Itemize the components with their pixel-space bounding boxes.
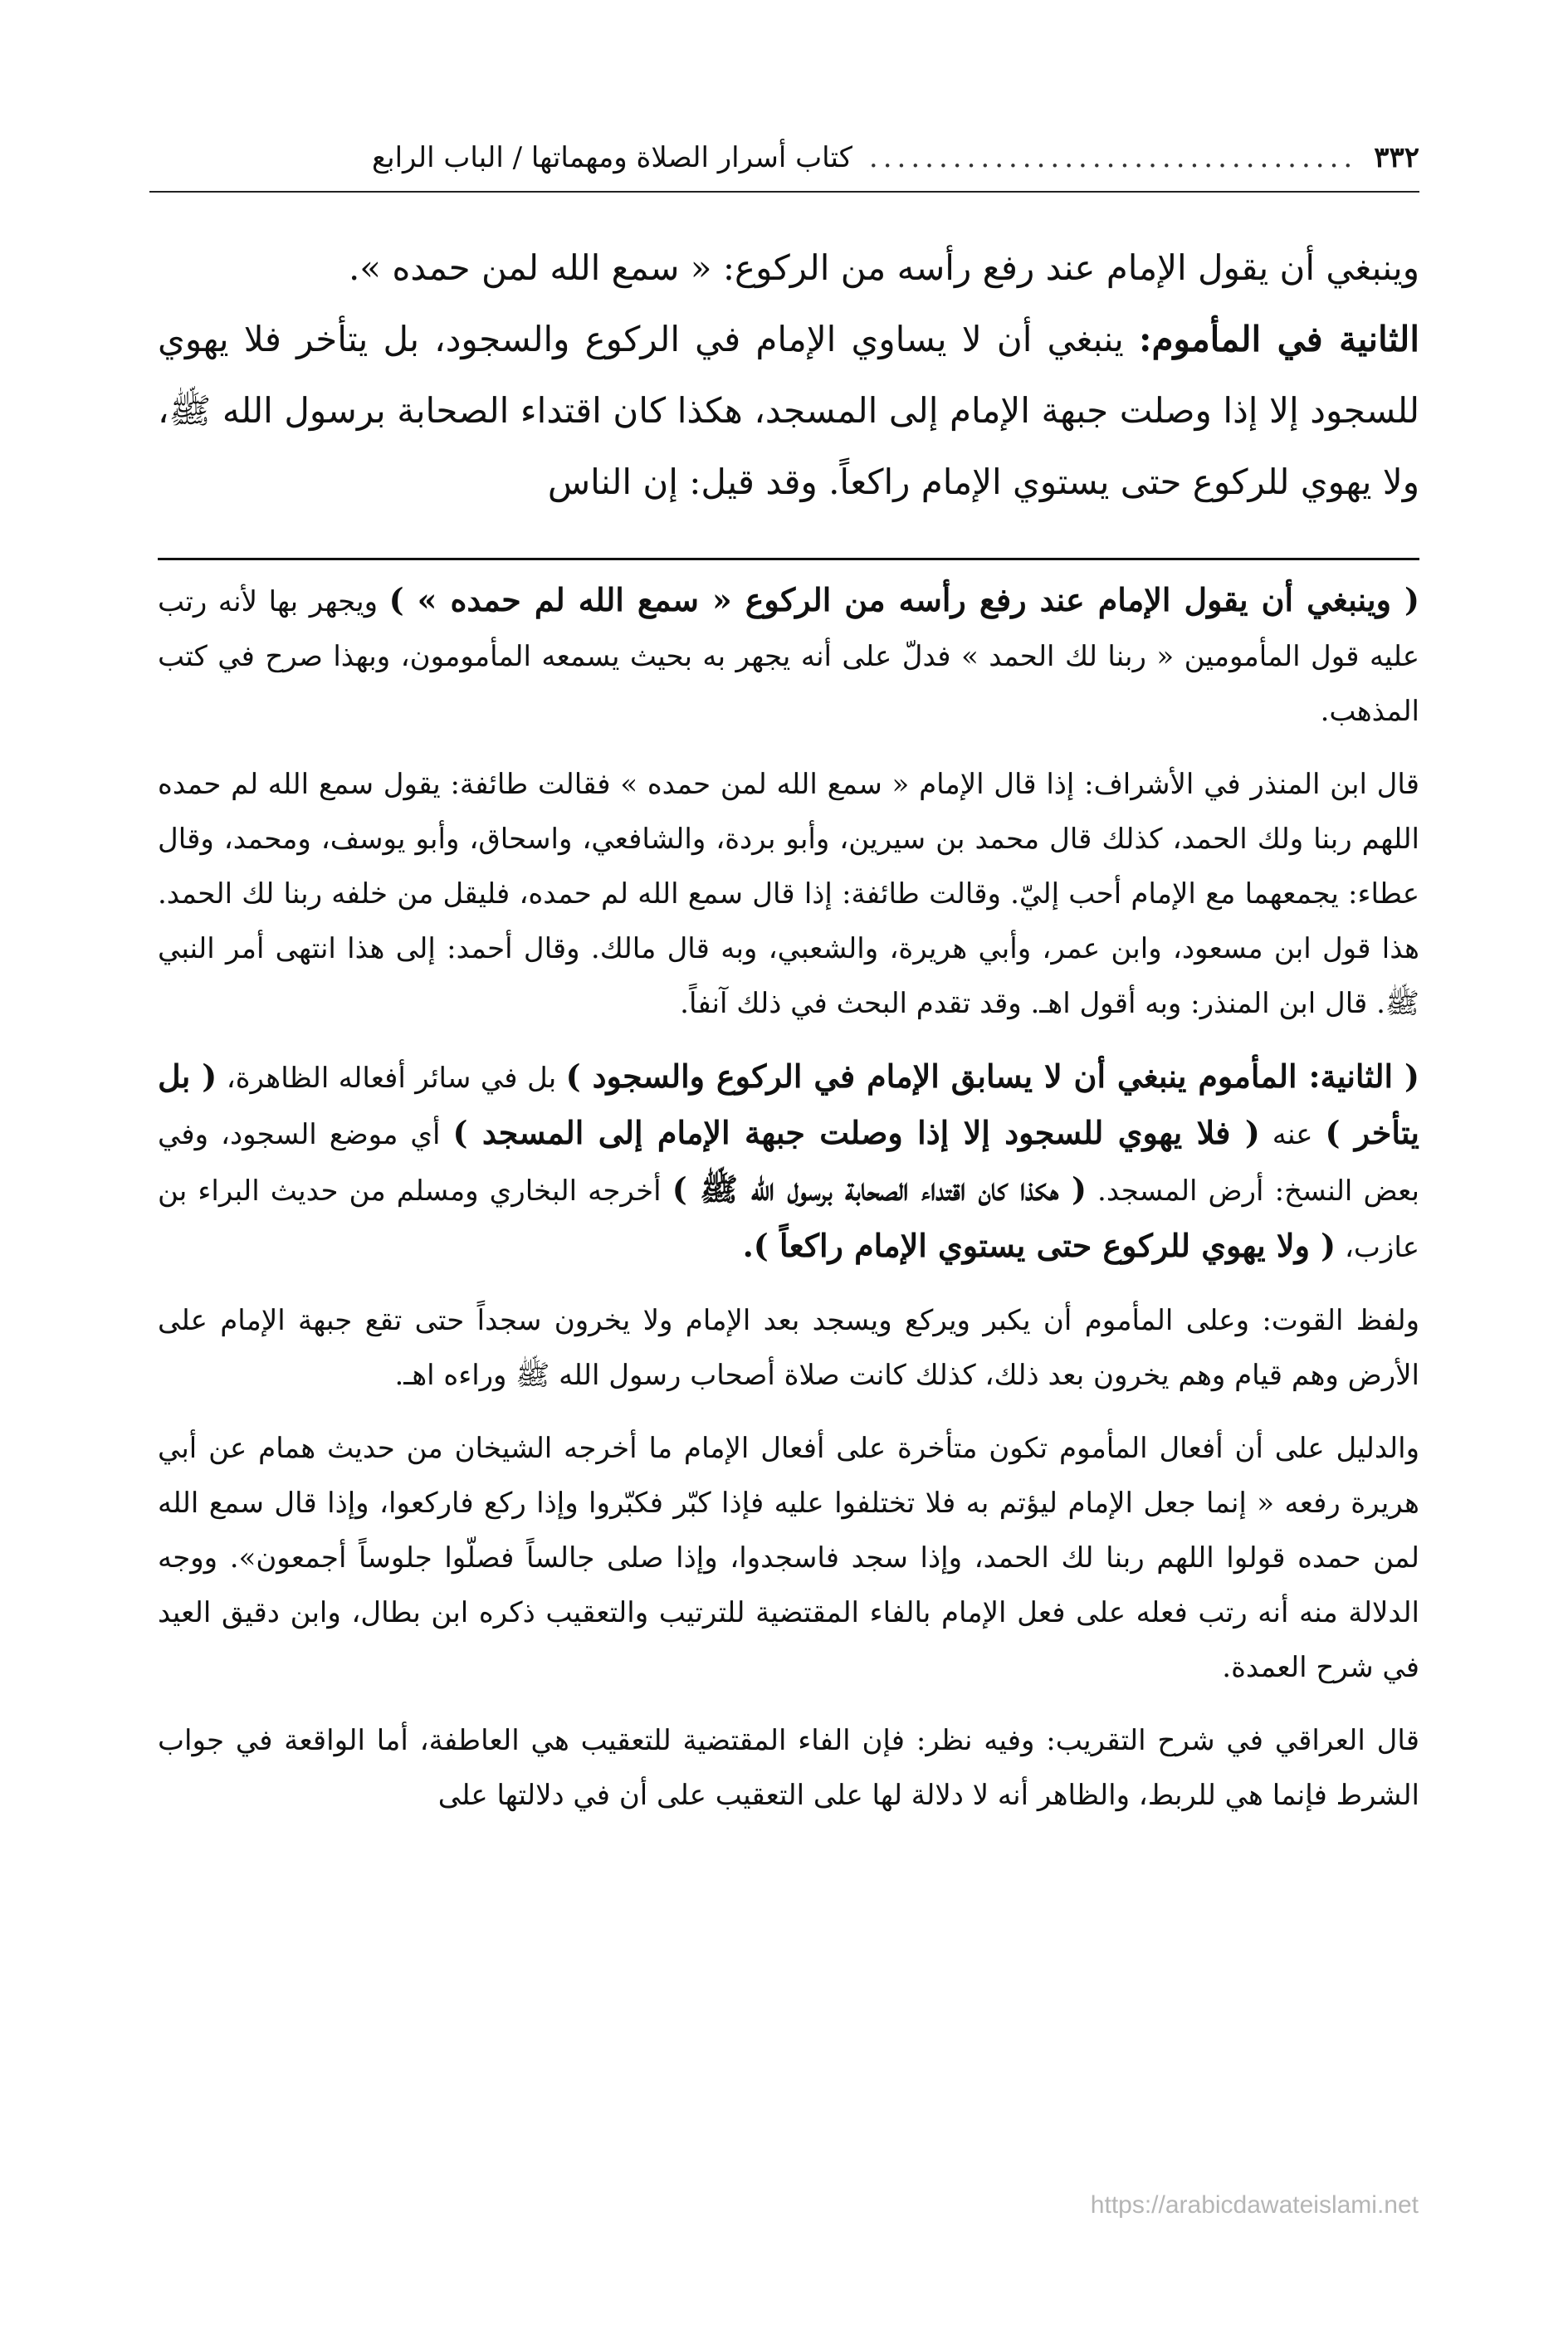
commentary-3-text-2: عنه: [1259, 1118, 1326, 1151]
watermark-url: https://arabicdawateislami.net: [1090, 2191, 1419, 2219]
commentary-3-quote-3: ( فلا يهوي للسجود إلا إذا وصلت جبهة الإمام إلى المسجد ): [452, 1114, 1260, 1151]
header-dot-leader: ...................................: [868, 141, 1358, 174]
commentary-3-text-3: أي موضع السجود، وفي بعض النسخ: أرض المسجد.: [158, 1118, 1419, 1208]
commentary-paragraph-3: [158, 1049, 1419, 1275]
footnote-separator: [158, 558, 1419, 560]
header-title: كتاب أسرار الصلاة ومهماتها / الباب الرابع: [372, 141, 852, 174]
main-paragraph-2-body: ينبغي أن لا يساوي الإمام في الركوع والسجود، بل يتأخر فلا يهوي للسجود إلا إذا وصلت جبهة الإمام إلى المسجد، هكذا كان اقتداء الصحابة برسول الله ﷺ، ولا يهوي للركوع حتى يستوي الإمام راكعاً. وقد قيل: إن الناس: [158, 319, 1419, 502]
commentary-paragraph-4: ولفظ القوت: وعلى المأموم أن يكبر ويركع ويسجد بعد الإمام ولا يخرون سجداً حتى تقع جبهة الإمام على الأرض وهم قيام وهم يخرون بعد ذلك، كذلك كانت صلاة أصحاب رسول الله ﷺ وراءه اهـ.: [158, 1304, 1419, 1392]
commentary-3-text-4: أخرجه البخاري ومسلم من حديث البراء بن عازب،: [158, 1174, 1419, 1264]
commentary-paragraph-1: [158, 573, 1419, 739]
commentary-1-body: ويجهر بها لأنه رتب عليه قول المأمومين « ربنا لك الحمد » فدلّ على أنه يجهر به بحيث يسمعه المأمومون، وبهذا صرح في كتب المذهب.: [158, 585, 1419, 728]
commentary-paragraph-6: قال العراقي في شرح التقريب: وفيه نظر: فإن الفاء المقتضية للتعقيب هي العاطفة، أما الواقعة في جواب الشرط فإنما هي للربط، والظاهر أنه لا دلالة لها على التعقيب على أن في دلالتها على: [158, 1724, 1419, 1812]
commentary-1-quote: ( وينبغي أن يقول الإمام عند رفع رأسه من الركوع « سمع الله لم حمده » ): [388, 581, 1419, 618]
main-paragraph-2-lead: الثانية في المأموم:: [1138, 319, 1419, 359]
main-text: [158, 232, 1419, 518]
commentary-3-quote-5: ( ولا يهوي للركوع حتى يستوي الإمام راكعاً ).: [742, 1227, 1336, 1264]
commentary-3-quote-2: ( بل يتأخر ): [158, 1057, 1419, 1151]
commentary-3-quote-4: ( هكذا كان اقتداء الصحابة برسول الله ﷺ ): [672, 1170, 1087, 1208]
commentary-paragraph-5: والدليل على أن أفعال المأموم تكون متأخرة على أفعال الإمام ما أخرجه الشيخان من حديث همام عن أبي هريرة رفعه « إنما جعل الإمام ليؤتم به فلا تختلفوا عليه فإذا كبّر فكبّروا وإذا ركع فاركعوا، وإذا قال سمع الله لمن حمده قولوا اللهم ربنا لك الحمد، وإذا سجد فاسجدوا، وإذا صلى جالساً فصلّوا جلوساً أجمعون». ووجه الدلالة منه أنه رتب فعله على فعل الإمام بالفاء المقتضية للترتيب والتعقيب ذكره ابن بطال، وابن دقيق العيد في شرح العمدة.: [158, 1432, 1419, 1684]
running-header: [149, 133, 1419, 193]
commentary-3-text-1: بل في سائر أفعاله الظاهرة،: [217, 1062, 566, 1095]
main-paragraph-2: [158, 304, 1419, 518]
page-number: ٣٣٢: [1374, 141, 1419, 174]
commentary-text: [158, 573, 1419, 1841]
commentary-paragraph-2: قال ابن المنذر في الأشراف: إذا قال الإمام « سمع الله لمن حمده » فقالت طائفة: يقول سمع الله لم حمده اللهم ربنا ولك الحمد، كذلك قال محمد بن سيرين، وأبو بردة، والشافعي، واسحاق، وأبو يوسف، ومحمد، وقال عطاء: يجمعهما مع الإمام أحب إليّ. وقالت طائفة: إذا قال سمع الله لم حمده، فليقل من خلفه ربنا لك الحمد. هذا قول ابن مسعود، وابن عمر، وأبي هريرة، والشعبي، وبه قال مالك. وقال أحمد: إلى هذا انتهى أمر النبي ﷺ. قال ابن المنذر: وبه أقول اهـ. وقد تقدم البحث في ذلك آنفاً.: [158, 768, 1419, 1020]
commentary-3-quote-1: ( الثانية: المأموم ينبغي أن لا يسابق الإمام في الركوع والسجود ): [565, 1057, 1419, 1095]
main-paragraph-1: وينبغي أن يقول الإمام عند رفع رأسه من الركوع: « سمع الله لمن حمده ».: [348, 247, 1419, 288]
